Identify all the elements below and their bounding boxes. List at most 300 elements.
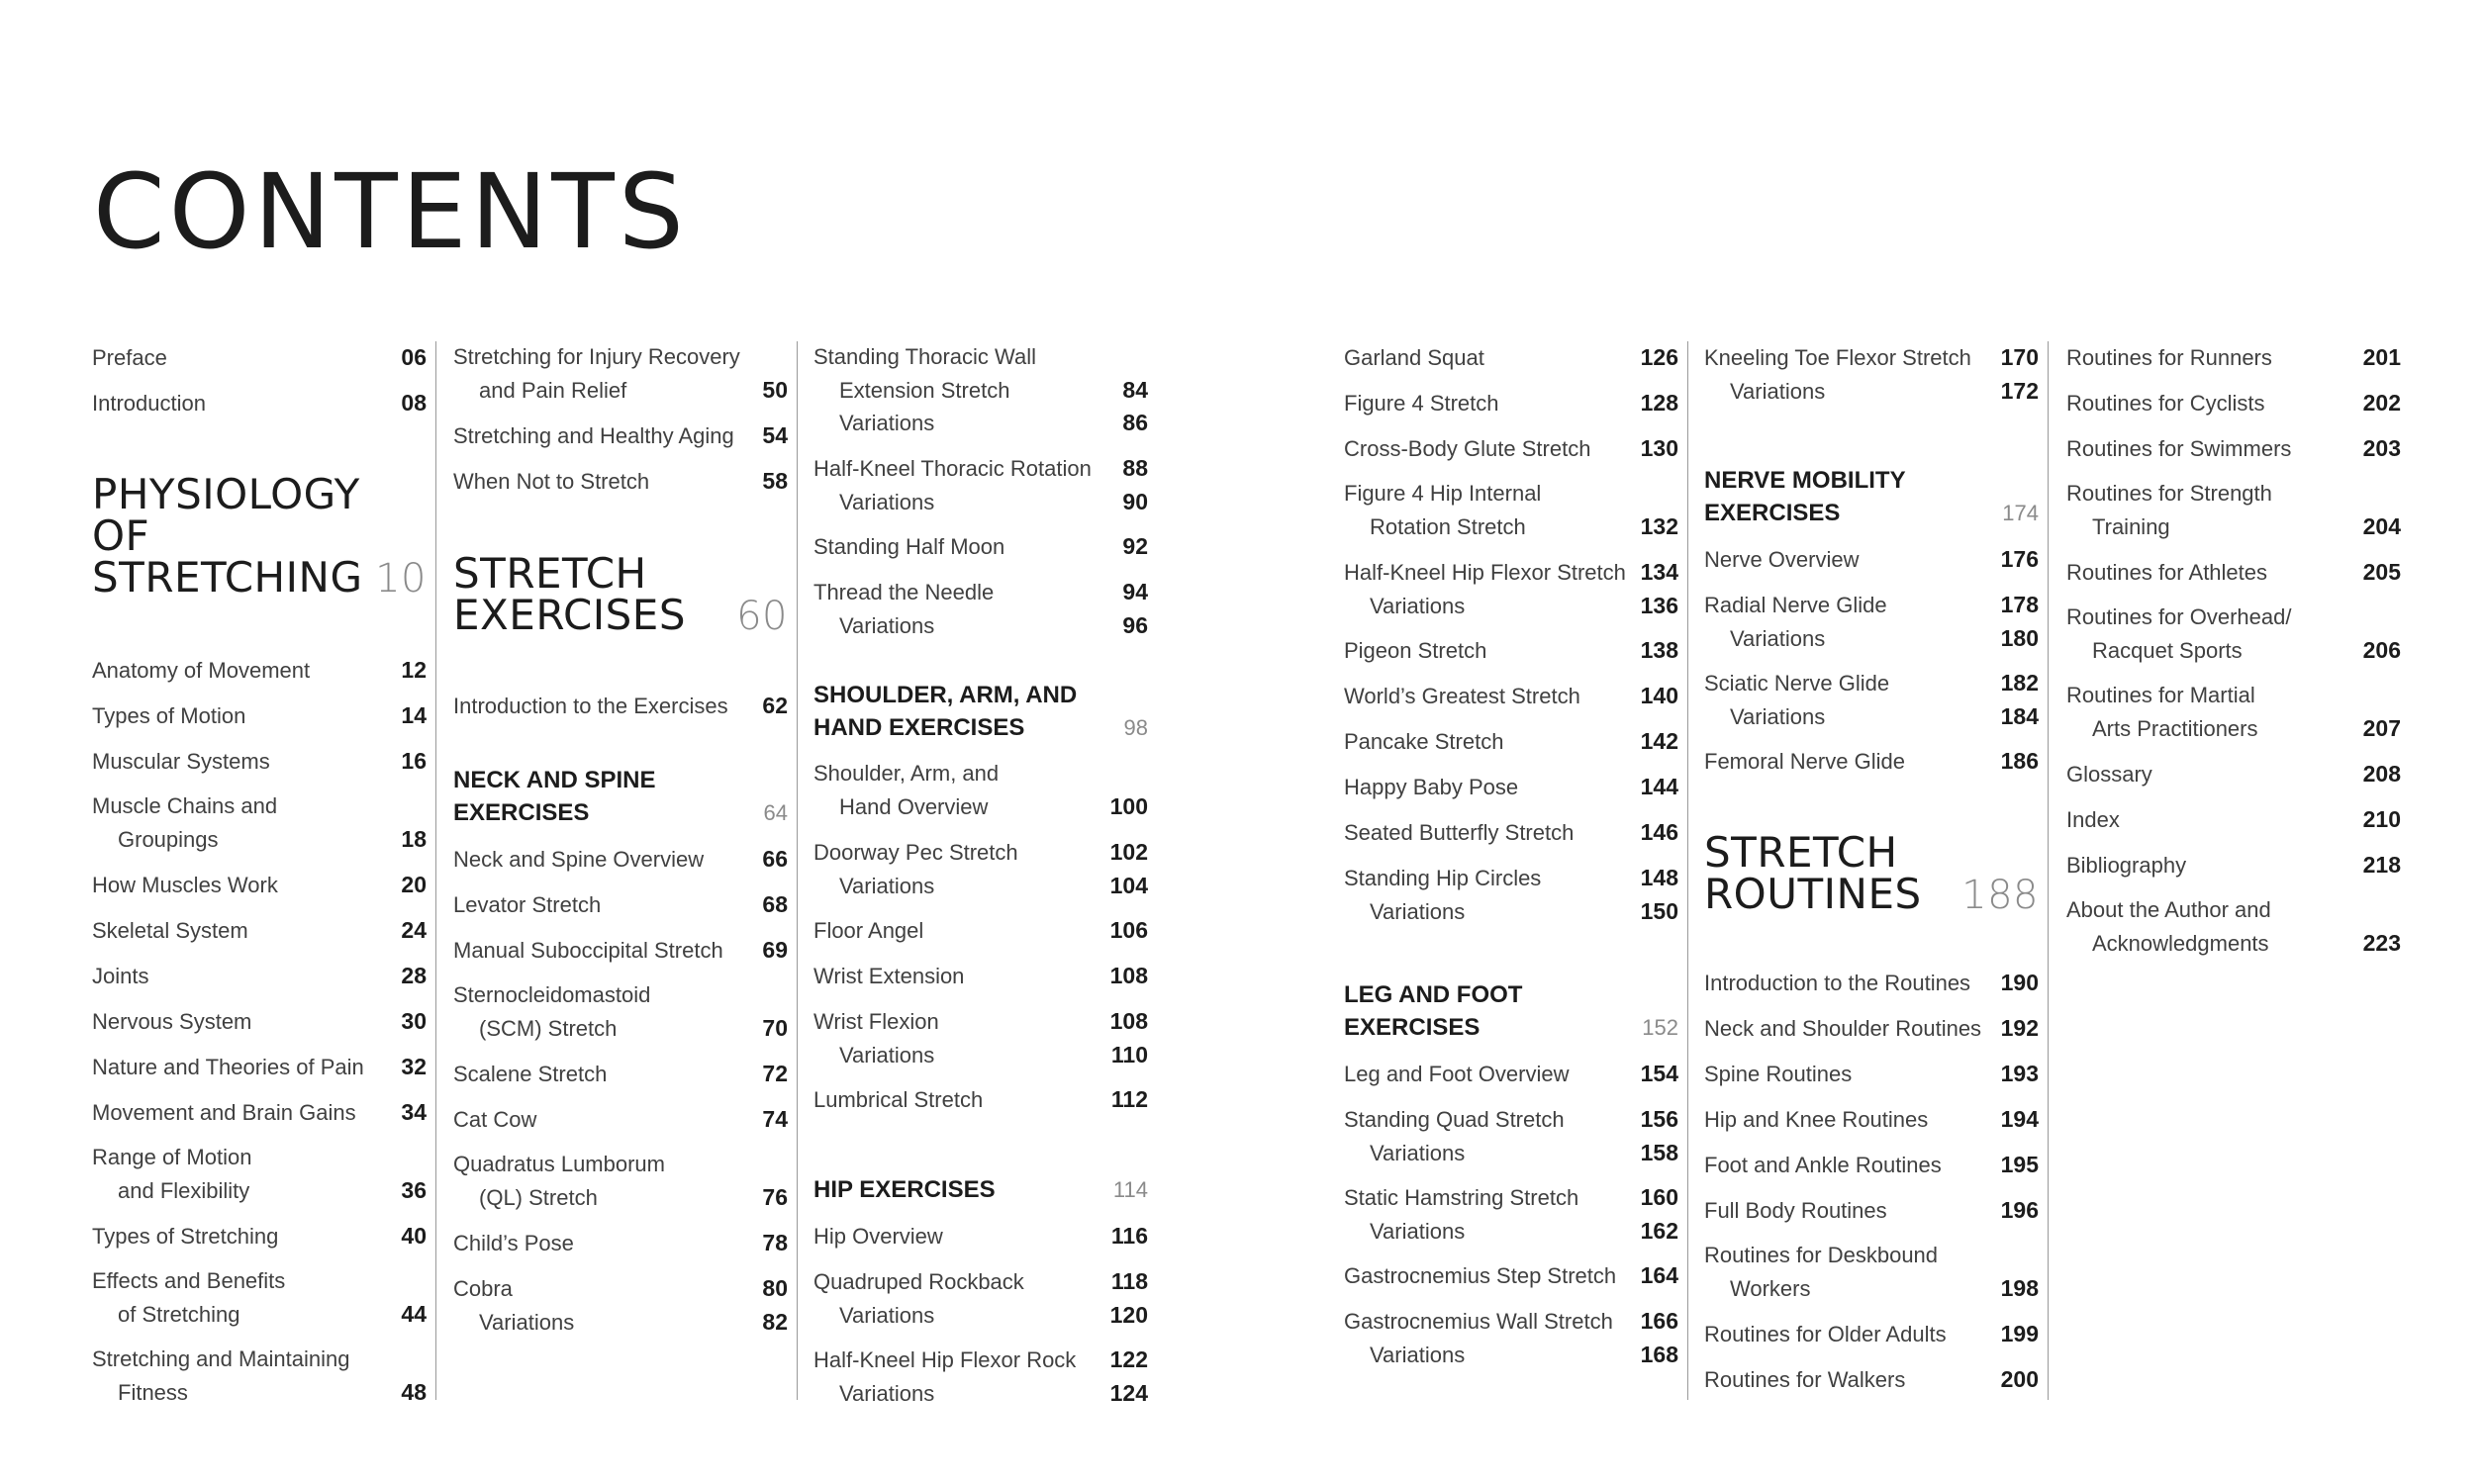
toc-entry[interactable]	[453, 843, 788, 877]
toc-entry-title: of Stretching	[118, 1301, 240, 1327]
toc-entry[interactable]	[1704, 667, 2039, 733]
toc-entry-title: Half-Kneel Hip Flexor Stretch	[1344, 560, 1626, 585]
toc-entry-title: Anatomy of Movement	[92, 658, 311, 683]
toc-entry[interactable]	[1704, 745, 2039, 779]
toc-entry[interactable]	[1344, 1058, 1678, 1091]
toc-page-number: 122	[1109, 1346, 1148, 1372]
section-heading[interactable]	[453, 765, 788, 829]
toc-entry-title: Full Body Routines	[1704, 1198, 1887, 1223]
toc-entry-title: Quadruped Rockback	[813, 1269, 1024, 1294]
toc-entry[interactable]	[92, 654, 427, 688]
toc-page-number: 68	[762, 891, 788, 917]
toc-page-number: 124	[1109, 1379, 1148, 1406]
toc-page-number: 218	[2362, 852, 2401, 878]
part-page-number: 188	[1961, 873, 2039, 918]
toc-entry-title: Cat Cow	[453, 1107, 537, 1132]
toc-entry[interactable]	[813, 1265, 1148, 1332]
page-title: CONTENTS	[93, 151, 688, 272]
toc-entry-line	[92, 1298, 427, 1332]
toc-entry-title: Nerve Overview	[1704, 547, 1860, 572]
toc-entry-line	[453, 1149, 788, 1181]
toc-entry-line	[2066, 387, 2401, 420]
toc-entry[interactable]	[1704, 1058, 2039, 1091]
toc-entry-line	[453, 1181, 788, 1215]
toc-entry[interactable]	[1344, 725, 1678, 759]
toc-entry[interactable]	[1344, 341, 1678, 375]
toc-entry-title: Range of Motion	[92, 1145, 252, 1169]
toc-page-number: 196	[2000, 1197, 2039, 1223]
toc-entry-line	[92, 1174, 427, 1208]
toc-entry-line	[813, 1344, 1148, 1377]
toc-entry[interactable]	[92, 1142, 427, 1207]
toc-entry[interactable]	[1344, 1103, 1678, 1169]
part-heading-line: STRETCHING	[92, 553, 363, 602]
toc-entry[interactable]	[1704, 967, 2039, 1000]
toc-entry-line	[813, 960, 1148, 993]
toc-entry-line	[92, 790, 427, 823]
toc-entry-line	[1344, 590, 1678, 623]
toc-entry[interactable]	[813, 452, 1148, 518]
toc-page-number: 69	[762, 937, 788, 963]
toc-entry-title: Variations	[839, 1302, 935, 1328]
toc-entry-title: Hip and Knee Routines	[1704, 1107, 1929, 1132]
toc-entry-title: Garland Squat	[1344, 345, 1484, 370]
toc-entry-title: Routines for Older Adults	[1704, 1322, 1947, 1346]
toc-entry[interactable]	[1344, 634, 1678, 668]
toc-page-number: 207	[2362, 714, 2401, 741]
toc-entry[interactable]	[2066, 758, 2401, 791]
section-heading-line: NECK AND SPINE	[453, 767, 656, 793]
toc-entry-line	[453, 843, 788, 877]
toc-entry[interactable]	[813, 341, 1148, 440]
toc-entry-title: Variations	[1370, 1218, 1466, 1244]
toc-entry[interactable]	[92, 1096, 427, 1130]
toc-entry-title: Muscular Systems	[92, 749, 270, 774]
part-heading[interactable]	[92, 470, 427, 602]
toc-page-number: 198	[2000, 1274, 2039, 1301]
toc-page-number: 160	[1640, 1184, 1678, 1210]
toc-entry-line	[1344, 387, 1678, 420]
section-page-number: 152	[1642, 1014, 1678, 1040]
toc-page-number: 94	[1122, 579, 1148, 604]
toc-entry[interactable]	[813, 1005, 1148, 1071]
toc-column-2	[453, 341, 798, 1400]
toc-entry-line	[813, 374, 1148, 408]
toc-entry-line	[813, 452, 1148, 486]
toc-entry[interactable]	[2066, 387, 2401, 420]
toc-entry-line	[92, 341, 427, 375]
toc-page-number: 126	[1640, 344, 1678, 370]
toc-page-number: 96	[1122, 611, 1148, 638]
toc-page-number: 36	[401, 1176, 427, 1203]
toc-entry[interactable]	[453, 419, 788, 453]
toc-entry[interactable]	[92, 1344, 427, 1409]
toc-page-number: 138	[1640, 637, 1678, 663]
toc-entry[interactable]	[1344, 1305, 1678, 1371]
toc-entry-title: Standing Half Moon	[813, 534, 1005, 559]
toc-entry-title: Lumbrical Stretch	[813, 1087, 984, 1112]
toc-entry-title: Routines for Martial	[2066, 683, 2255, 707]
toc-entry-line	[1704, 967, 2039, 1000]
toc-entry-line	[92, 745, 427, 779]
toc-page-number: 210	[2362, 806, 2401, 832]
toc-entry-title: Variations	[479, 1309, 575, 1335]
toc-entry[interactable]	[453, 465, 788, 499]
toc-entry[interactable]	[2066, 556, 2401, 590]
toc-page-number: 201	[2362, 344, 2401, 370]
toc-entry[interactable]	[1344, 771, 1678, 804]
section-heading[interactable]	[813, 680, 1148, 744]
toc-entry-line	[92, 1096, 427, 1130]
toc-entry[interactable]	[92, 745, 427, 779]
toc-page-number: 44	[401, 1300, 427, 1327]
toc-entry[interactable]	[813, 960, 1148, 993]
toc-entry[interactable]	[2066, 478, 2401, 543]
toc-entry[interactable]	[453, 979, 788, 1045]
toc-entry-line	[813, 576, 1148, 609]
toc-entry[interactable]	[2066, 849, 2401, 882]
toc-entry-line	[1344, 816, 1678, 850]
toc-entry-line	[92, 914, 427, 948]
toc-entry-line	[453, 1227, 788, 1260]
toc-entry-title: Standing Quad Stretch	[1344, 1107, 1565, 1132]
toc-entry[interactable]	[1704, 1363, 2039, 1397]
toc-entry-line	[813, 407, 1148, 440]
toc-entry-title: Neck and Shoulder Routines	[1704, 1016, 1982, 1041]
toc-entry[interactable]	[453, 934, 788, 968]
toc-entry-line	[92, 869, 427, 902]
toc-page-number: 132	[1640, 512, 1678, 539]
toc-entry[interactable]	[2066, 341, 2401, 375]
part-heading[interactable]	[453, 549, 788, 639]
toc-entry[interactable]	[1704, 1149, 2039, 1182]
toc-entry-title: Training	[2092, 513, 2170, 539]
toc-entry-title: Joints	[92, 964, 149, 988]
toc-entry-line	[1344, 725, 1678, 759]
toc-page-number: 86	[1122, 410, 1148, 435]
toc-entry[interactable]	[2066, 432, 2401, 466]
toc-page-number: 176	[2000, 546, 2039, 572]
toc-page-number: 18	[401, 825, 427, 852]
toc-page-number: 48	[401, 1378, 427, 1405]
toc-entry-line	[2066, 510, 2401, 544]
section-heading-line: LEG AND FOOT	[1344, 981, 1523, 1008]
section-heading[interactable]	[813, 1174, 1148, 1207]
toc-entry[interactable]	[92, 341, 427, 375]
section-heading-line: EXERCISES	[1344, 1013, 1481, 1041]
toc-entry-title: How Muscles Work	[92, 873, 278, 897]
toc-entry[interactable]	[1344, 556, 1678, 622]
toc-entry-title: Variations	[839, 411, 935, 435]
toc-entry[interactable]	[1344, 1259, 1678, 1293]
toc-entry-line	[1344, 1103, 1678, 1137]
toc-entry-line	[92, 1265, 427, 1298]
toc-entry[interactable]	[1344, 816, 1678, 850]
toc-entry-line	[813, 914, 1148, 948]
toc-page-number: 80	[762, 1275, 788, 1301]
toc-entry-title: Child’s Pose	[453, 1231, 574, 1255]
toc-page-number: 88	[1122, 455, 1148, 481]
toc-entry-line	[1344, 680, 1678, 713]
toc-entry-title: Foot and Ankle Routines	[1704, 1153, 1942, 1177]
toc-page-number: 12	[401, 657, 427, 683]
toc-entry-title: Wrist Extension	[813, 964, 965, 988]
toc-page-number: 84	[1122, 376, 1148, 403]
toc-entry[interactable]	[453, 1058, 788, 1091]
toc-page-number: 186	[2000, 748, 2039, 774]
toc-entry[interactable]	[453, 1227, 788, 1260]
toc-entry-line	[1344, 432, 1678, 466]
toc-page-number: 184	[2000, 702, 2039, 729]
toc-entry[interactable]	[92, 914, 427, 948]
toc-entry-line	[1344, 341, 1678, 375]
toc-entry-title: Variations	[839, 489, 935, 514]
section-page-number: 114	[1112, 1177, 1148, 1202]
toc-entry-title: (QL) Stretch	[479, 1184, 598, 1210]
toc-entry-line	[1704, 1103, 2039, 1137]
toc-entry-title: Acknowledgments	[2092, 930, 2269, 956]
toc-entry-line	[453, 1103, 788, 1137]
toc-entry[interactable]	[1704, 543, 2039, 577]
toc-page-number: 30	[401, 1008, 427, 1034]
toc-page-number: 58	[762, 468, 788, 494]
toc-entry[interactable]	[453, 690, 788, 723]
toc-page-number: 92	[1122, 533, 1148, 559]
toc-entry-title: When Not to Stretch	[453, 469, 650, 494]
toc-entry[interactable]	[2066, 803, 2401, 837]
toc-entry-line	[1344, 1058, 1678, 1091]
toc-page-number: 140	[1640, 683, 1678, 708]
toc-page-number: 168	[1640, 1341, 1678, 1367]
toc-page-number: 106	[1109, 917, 1148, 943]
toc-page-number: 108	[1109, 1008, 1148, 1034]
toc-entry[interactable]	[92, 869, 427, 902]
toc-entry[interactable]	[92, 1051, 427, 1084]
section-heading[interactable]	[1704, 465, 2039, 529]
toc-page-number: 195	[2000, 1152, 2039, 1177]
toc-entry-line	[453, 341, 788, 374]
toc-entry-line	[1344, 478, 1678, 510]
toc-entry[interactable]	[92, 699, 427, 733]
toc-page-number: 154	[1640, 1061, 1678, 1086]
toc-entry-title: Static Hamstring Stretch	[1344, 1185, 1579, 1210]
toc-entry-title: Cobra	[453, 1276, 513, 1301]
toc-page-number: 90	[1122, 488, 1148, 514]
toc-entry[interactable]	[2066, 894, 2401, 960]
toc-entry-line	[813, 870, 1148, 903]
toc-page-number: 166	[1640, 1308, 1678, 1334]
toc-entry-title: Extension Stretch	[839, 377, 1010, 403]
toc-page-number: 158	[1640, 1139, 1678, 1165]
toc-entry-line	[2066, 556, 2401, 590]
toc-entry-title: Radial Nerve Glide	[1704, 593, 1887, 617]
toc-entry-title: Happy Baby Pose	[1344, 775, 1519, 799]
toc-entry-line	[92, 823, 427, 857]
toc-entry[interactable]	[453, 341, 788, 407]
toc-entry[interactable]	[453, 1103, 788, 1137]
toc-entry-line	[453, 690, 788, 723]
toc-page-number: 192	[2000, 1015, 2039, 1041]
toc-entry-title: and Flexibility	[118, 1177, 250, 1203]
toc-entry-line	[92, 1142, 427, 1174]
toc-entry-line	[2066, 849, 2401, 882]
toc-entry[interactable]	[2066, 602, 2401, 667]
toc-entry[interactable]	[813, 914, 1148, 948]
toc-entry-line	[2066, 803, 2401, 837]
toc-entry[interactable]	[1704, 1012, 2039, 1046]
toc-entry[interactable]	[813, 530, 1148, 564]
toc-entry-line	[1704, 745, 2039, 779]
toc-entry[interactable]	[1704, 1240, 2039, 1305]
toc-entry[interactable]	[1704, 1194, 2039, 1228]
toc-entry-title: Muscle Chains and	[92, 793, 278, 818]
part-heading-line: STRETCH	[1704, 828, 1898, 877]
toc-page-number: 206	[2362, 636, 2401, 663]
toc-page-number: 06	[401, 344, 427, 370]
toc-entry-title: Variations	[1370, 898, 1466, 924]
toc-entry-title: Routines for Strength	[2066, 481, 2272, 506]
toc-entry-title: Stretching and Healthy Aging	[453, 423, 734, 448]
toc-entry[interactable]	[813, 576, 1148, 642]
toc-entry-line	[1344, 1137, 1678, 1170]
toc-entry[interactable]	[92, 790, 427, 856]
toc-page-number: 76	[762, 1183, 788, 1210]
toc-entry-line	[2066, 680, 2401, 712]
toc-entry-line	[453, 1058, 788, 1091]
toc-entry-title: Figure 4 Stretch	[1344, 391, 1499, 416]
toc-page-number: 40	[401, 1223, 427, 1249]
toc-page-number: 120	[1109, 1301, 1148, 1328]
toc-page-number: 146	[1640, 819, 1678, 845]
toc-entry-line	[2066, 602, 2401, 634]
toc-entry[interactable]	[813, 1220, 1148, 1253]
toc-column-4	[1344, 341, 1688, 1400]
toc-entry[interactable]	[453, 1272, 788, 1339]
toc-entry-title: Types of Stretching	[92, 1224, 279, 1249]
toc-entry-title: Cross-Body Glute Stretch	[1344, 436, 1591, 461]
toc-entry-line	[1704, 1058, 2039, 1091]
toc-entry[interactable]	[453, 888, 788, 922]
toc-entry-title: Routines for Swimmers	[2066, 436, 2292, 461]
toc-entry[interactable]	[92, 960, 427, 993]
toc-entry[interactable]	[1344, 478, 1678, 543]
toc-page-number: 34	[401, 1099, 427, 1125]
toc-entry-line	[1344, 1215, 1678, 1249]
toc-entry-line	[92, 1051, 427, 1084]
toc-entry[interactable]	[453, 1149, 788, 1214]
part-heading[interactable]	[1704, 828, 2039, 918]
toc-page-number: 08	[401, 390, 427, 416]
toc-entry-line	[92, 1376, 427, 1410]
toc-entry[interactable]	[2066, 680, 2401, 745]
toc-entry[interactable]	[1344, 862, 1678, 928]
toc-page-number: 150	[1640, 897, 1678, 924]
toc-page-number: 162	[1640, 1217, 1678, 1244]
toc-entry-line	[1704, 700, 2039, 734]
section-heading-line: EXERCISES	[1704, 499, 1841, 526]
toc-entry-line	[2066, 712, 2401, 746]
toc-column-1	[92, 341, 436, 1405]
toc-entry[interactable]	[1344, 680, 1678, 713]
toc-entry-title: Variations	[1370, 1140, 1466, 1165]
toc-entry-line	[1344, 1339, 1678, 1372]
toc-entry-title: Pigeon Stretch	[1344, 638, 1487, 663]
toc-page-number: 102	[1109, 839, 1148, 865]
toc-entry-title: Wrist Flexion	[813, 1009, 939, 1034]
part-heading-line: STRETCH	[453, 549, 647, 598]
toc-page-number: 82	[762, 1308, 788, 1335]
toc-page-number: 148	[1640, 865, 1678, 890]
toc-entry[interactable]	[1344, 387, 1678, 420]
toc-entry-line	[2066, 927, 2401, 961]
toc-page-number: 112	[1110, 1086, 1148, 1112]
toc-entry[interactable]	[813, 1083, 1148, 1117]
toc-entry-title: Variations	[1730, 378, 1826, 404]
toc-entry[interactable]	[92, 1265, 427, 1331]
toc-entry-line	[2066, 758, 2401, 791]
toc-entry[interactable]	[92, 1220, 427, 1253]
toc-entry[interactable]	[1344, 432, 1678, 466]
toc-entry-line	[813, 1265, 1148, 1299]
toc-page-number: 182	[2000, 670, 2039, 696]
toc-entry-line	[2066, 478, 2401, 510]
toc-entry-line	[1344, 862, 1678, 895]
part-heading-line: EXERCISES	[453, 591, 687, 639]
toc-entry-line	[92, 1344, 427, 1376]
toc-entry-title: (SCM) Stretch	[479, 1015, 618, 1041]
toc-entry[interactable]	[92, 387, 427, 420]
toc-entry-title: Types of Motion	[92, 703, 246, 728]
toc-entry-line	[813, 1039, 1148, 1072]
toc-page-number: 164	[1640, 1262, 1678, 1288]
toc-entry[interactable]	[813, 1344, 1148, 1410]
toc-page-number: 200	[2000, 1366, 2039, 1392]
toc-entry[interactable]	[1704, 341, 2039, 408]
section-heading[interactable]	[1344, 979, 1678, 1044]
toc-page-number: 204	[2362, 512, 2401, 539]
toc-entry-title: Introduction	[92, 391, 206, 416]
toc-entry[interactable]	[1704, 1318, 2039, 1351]
toc-page-number: 156	[1640, 1106, 1678, 1132]
toc-entry[interactable]	[813, 758, 1148, 823]
toc-entry[interactable]	[813, 836, 1148, 902]
toc-entry-title: Doorway Pec Stretch	[813, 840, 1018, 865]
toc-entry-line	[1704, 1240, 2039, 1272]
toc-entry-title: Skeletal System	[92, 918, 248, 943]
toc-page-number: 203	[2362, 435, 2401, 461]
toc-entry-title: Sciatic Nerve Glide	[1704, 671, 1890, 696]
toc-entry-line	[2066, 341, 2401, 375]
toc-entry-line	[1344, 510, 1678, 544]
toc-page-number: 24	[401, 917, 427, 943]
toc-entry-line	[813, 486, 1148, 519]
toc-entry[interactable]	[1704, 1103, 2039, 1137]
toc-entry[interactable]	[92, 1005, 427, 1039]
toc-entry-title: Standing Thoracic Wall	[813, 344, 1036, 369]
toc-entry-line	[813, 530, 1148, 564]
section-heading-line: NERVE MOBILITY	[1704, 467, 1906, 494]
toc-entry-title: Introduction to the Exercises	[453, 694, 728, 718]
toc-entry[interactable]	[1344, 1181, 1678, 1248]
toc-entry[interactable]	[1704, 589, 2039, 655]
toc-entry-title: Glossary	[2066, 762, 2152, 787]
toc-entry-title: Femoral Nerve Glide	[1704, 749, 1905, 774]
toc-entry-line	[1344, 1259, 1678, 1293]
section-heading-line: EXERCISES	[453, 798, 590, 826]
section-page-number: 98	[1123, 714, 1148, 740]
toc-entry-line	[1344, 634, 1678, 668]
toc-entry-title: and Pain Relief	[479, 377, 627, 403]
